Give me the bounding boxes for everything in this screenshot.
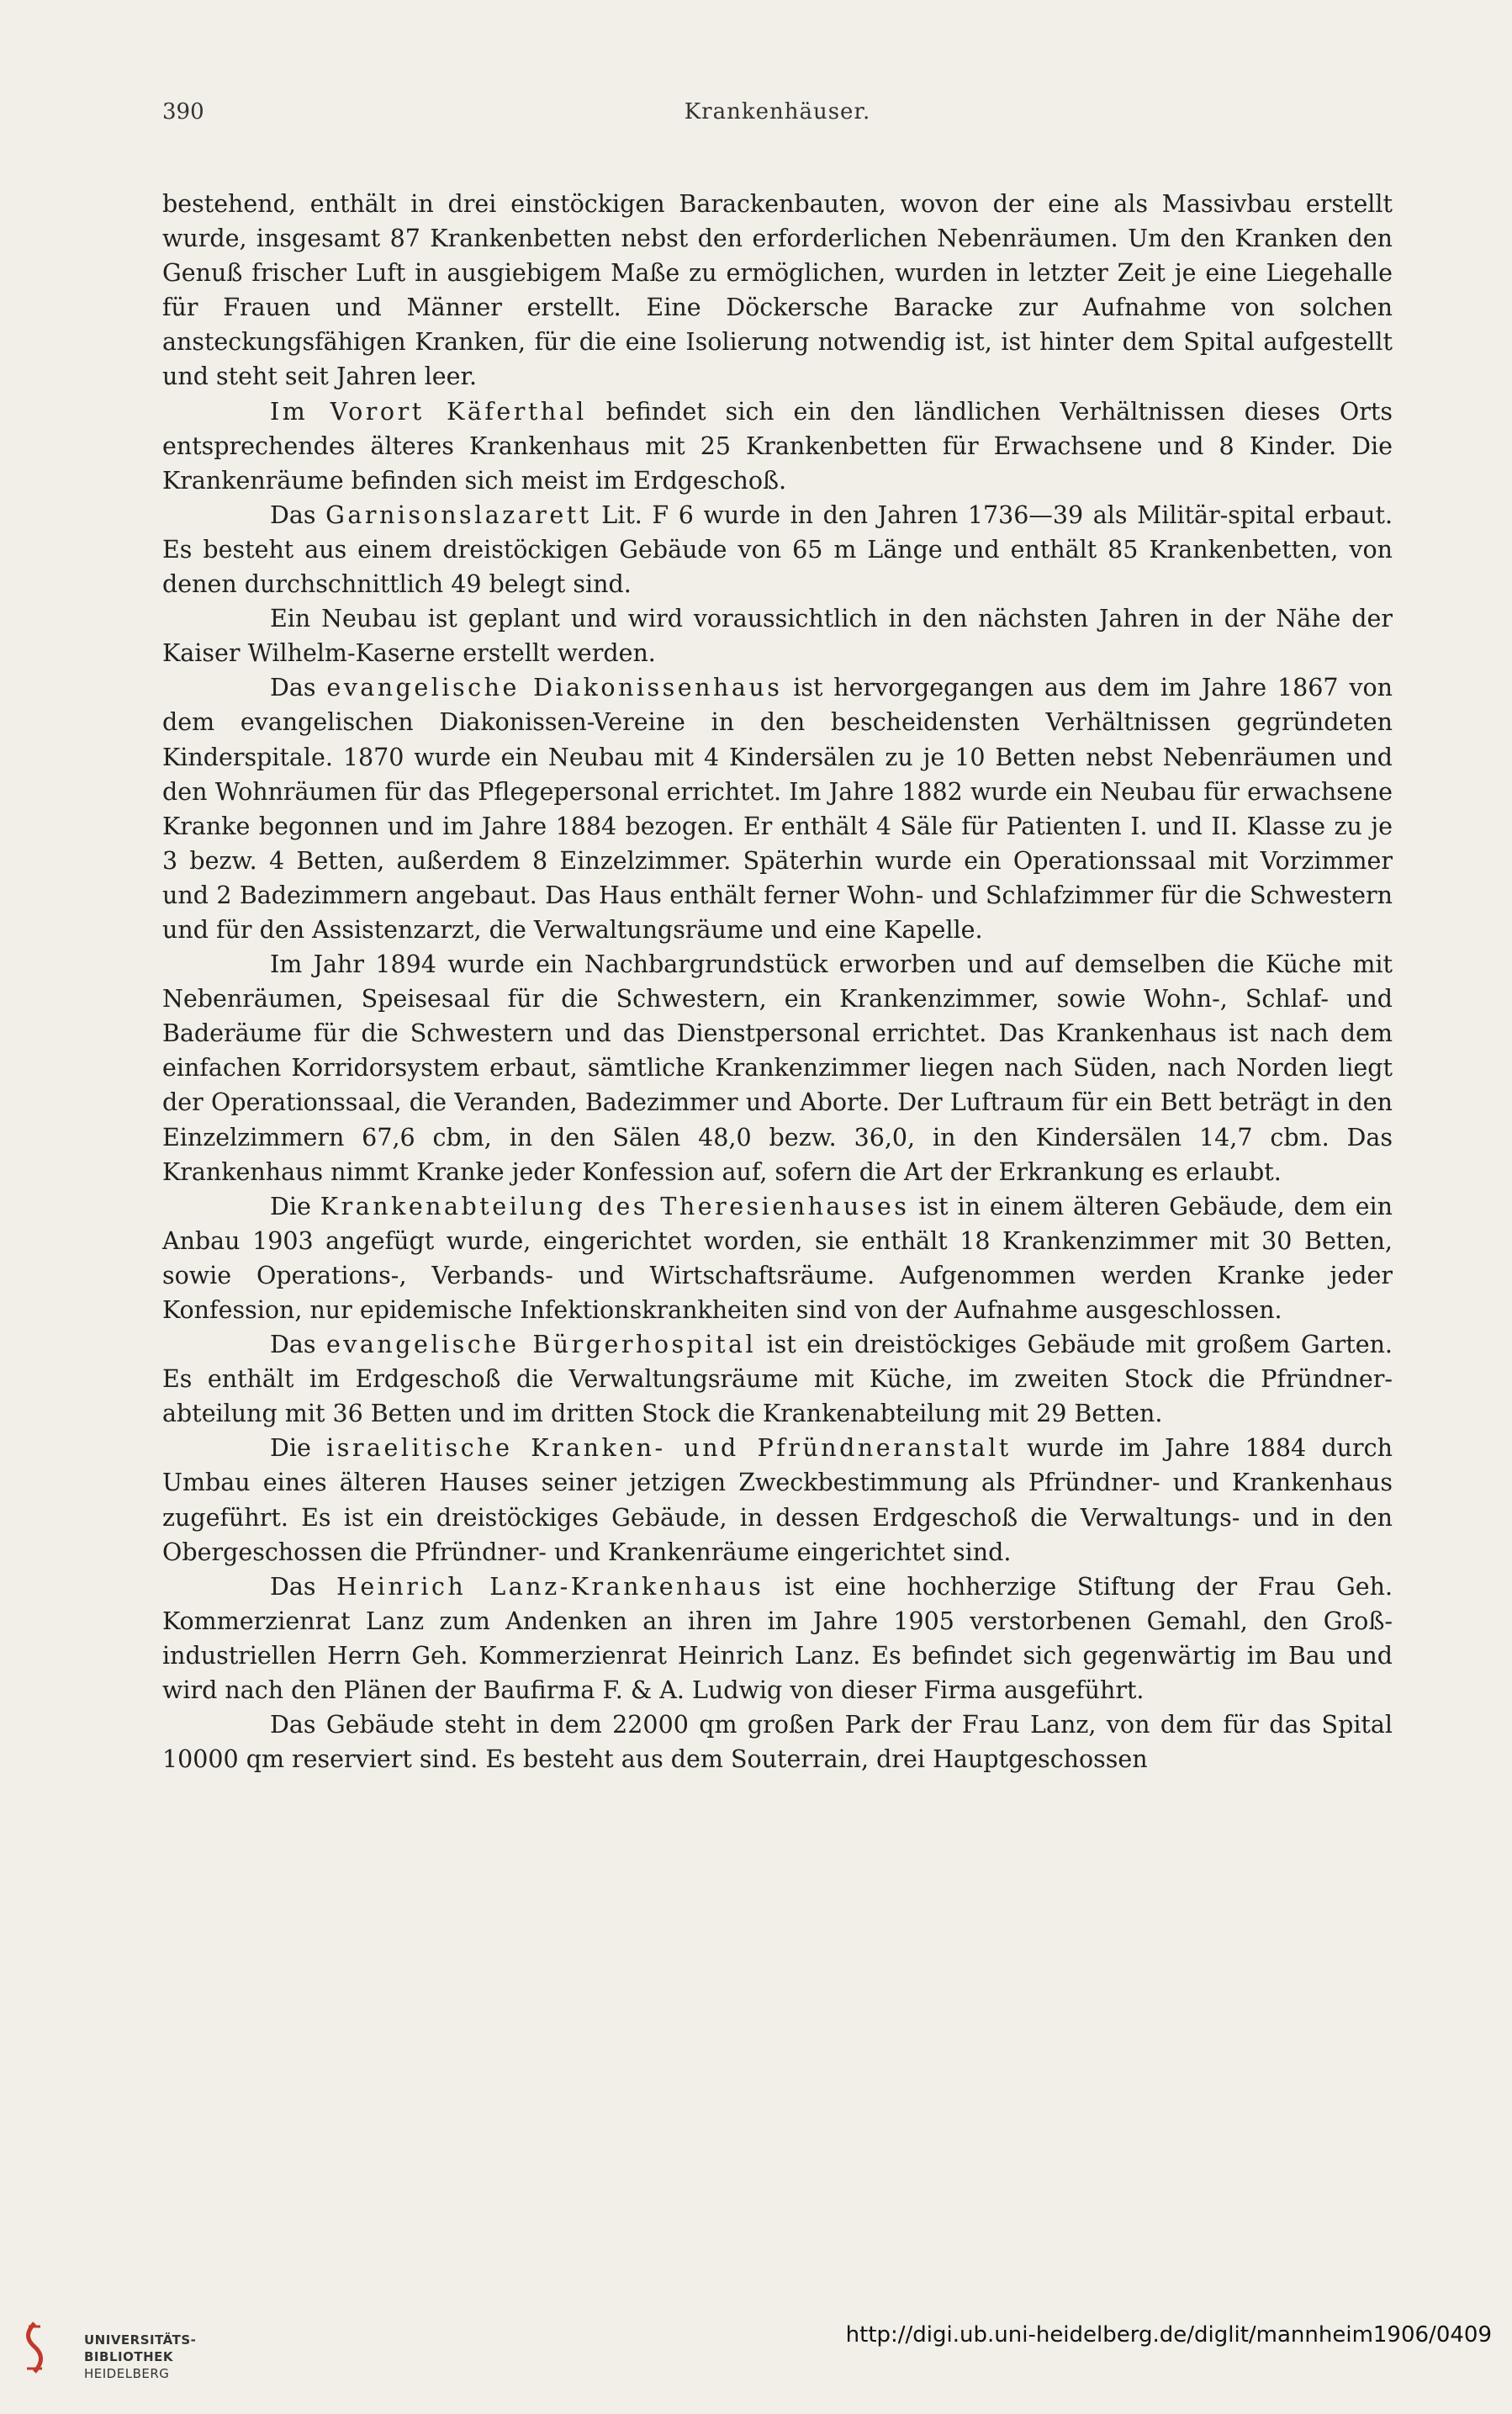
library-name-line: HEIDELBERG [84,2366,170,2381]
paragraph [162,187,1393,394]
library-logo-icon [19,2321,50,2374]
paragraph-text: Ein Neubau ist geplant und wird voraussichtlich in den nächsten Jahren in der Nähe der Kaiser Wilhelm-Kaserne erstellt werden. [162,605,1393,668]
paragraph [162,601,1393,670]
spaced-lead: Heinrich Lanz-Krankenhaus [336,1572,764,1601]
body-text [162,187,1393,1776]
paragraph [162,1189,1393,1327]
footer [0,2281,1512,2414]
paragraph-text: Das Gebäude steht in dem 22000 qm großen Park der Frau Lanz, von dem für das Spital 10000 qm reserviert sind. Es besteht aus dem Souterrain, drei Hauptgeschossen [162,1711,1393,1774]
spaced-lead: evangelische Diakonissenhaus [326,674,783,702]
paragraph-pre: Die [270,1434,311,1463]
paragraph-text: ist ein dreistöckiges Gebäude mit großem Garten. Es enthält im Erdgeschoß die Verwaltungsräume mit Küche, im zweiten Stock die Pfründner-abteilung mit 36 Betten und im dritten Stock die Krankenabteilung mit 29 Betten. [162,1331,1393,1428]
paragraph-text: befindet sich ein den ländlichen Verhältnissen dieses Orts entsprechendes älteres Krankenhaus mit 25 Krankenbetten für Erwachsene und 8 Kinder. Die Krankenräume befinden sich meist im Erdgeschoß. [162,397,1393,495]
paragraph-pre: Die [270,1192,311,1220]
library-name [84,2332,196,2382]
paragraph-pre: Das [270,1572,316,1601]
paragraph-text: ist eine hochherzige Stiftung der Frau Geh. Kommerzienrat Lanz zum Andenken an ihren im Jahre 1905 verstorbenen Gemahl, den Groß-industriellen Herrn Geh. Kommerzienrat Heinrich Lanz. Es befindet sich gegenwärtig im Bau und wird nach den Plänen der Baufirma F. & A. Ludwig von dieser Firma ausgeführt. [162,1572,1393,1705]
spaced-lead: evangelische Bürgerhospital [325,1331,757,1359]
paragraph [162,1707,1393,1776]
paragraph [162,947,1393,1189]
spaced-lead: Krankenabteilung des Theresienhauses [320,1192,910,1220]
page-number: 390 [162,99,204,124]
paragraph-pre: Das [270,1331,316,1359]
paragraph [162,1431,1393,1569]
paragraph-text: ist in einem älteren Gebäude, dem ein Anbau 1903 angefügt wurde, eingerichtet worden, sie enthält 18 Krankenzimmer mit 30 Betten, sowie Operations-, Verbands- und Wirtschaftsräume. Aufgenommen werden Kranke jeder Konfession, nur epidemische Infektionskrankheiten sind von der Aufnahme ausgeschlossen. [162,1192,1393,1324]
paragraph-text: wurde im Jahre 1884 durch Umbau eines älteren Hauses seiner jetzigen Zweckbestimmung als Pfründner- und Krankenhaus zugeführt. Es ist ein dreistöckiges Gebäude, in dessen Erdgeschoß die Verwaltungs- und in den Obergeschossen die Pfründner- und Krankenräume eingerichtet sind. [162,1434,1393,1566]
running-title: Krankenhäuser. [684,99,871,124]
paragraph-text: bestehend, enthält in drei einstöckigen Barackenbauten, wovon der eine als Massivbau erstellt wurde, insgesamt 87 Krankenbetten nebst den erforderlichen Nebenräumen. Um den Kranken den Genuß frischer Luft in ausgiebigem Maße zu ermöglichen, wurden in letzter Zeit je eine Liegehalle für Frauen und Männer erstellt. Eine Döckersche Baracke zur Aufnahme von solchen ansteckungsfähigen Kranken, für die eine Isolierung notwendig ist, ist hinter dem Spital aufgestellt und steht seit Jahren leer. [162,190,1393,391]
source-url-link[interactable]: http://digi.ub.uni-heidelberg.de/diglit/mannheim1906/0409 [845,2322,1492,2348]
paragraph [162,498,1393,601]
paragraph [162,394,1393,498]
spaced-lead: Garnisonslazarett [325,500,592,529]
paragraph-pre: Das [270,500,316,529]
paragraph-text: Im Jahr 1894 wurde ein Nachbargrundstück erworben und auf demselben die Küche mit Nebenräumen, Speisesaal für die Schwestern, ein Krankenzimmer, sowie Wohn-, Schlaf- und Baderäume für die Schwestern und das Dienstpersonal errichtet. Das Krankenhaus ist nach dem einfachen Korridorsystem erbaut, sämtliche Krankenzimmer liegen nach Süden, nach Norden liegt der Operationssaal, die Veranden, Badezimmer und Aborte. Der Luftraum für ein Bett beträgt in den Einzelzimmern 67,6 cbm, in den Sälen 48,0 bezw. 36,0, in den Kindersälen 14,7 cbm. Das Krankenhaus nimmt Kranke jeder Konfession auf, sofern die Art der Erkrankung es erlaubt. [162,950,1393,1186]
spaced-lead: Im Vorort Käferthal [270,397,587,426]
paragraph [162,670,1393,947]
library-name-line: UNIVERSITÄTS- [84,2332,197,2348]
paragraph-text: ist hervorgegangen aus dem im Jahre 1867 von dem evangelischen Diakonissen-Vereine in den bescheidensten Verhältnissen gegründeten Kinderspitale. 1870 wurde ein Neubau mit 4 Kindersälen zu je 10 Betten nebst Nebenräumen und den Wohnräumen für das Pflegepersonal errichtet. Im Jahre 1882 wurde ein Neubau für erwachsene Kranke begonnen und im Jahre 1884 bezogen. Er enthält 4 Säle für Patienten I. und II. Klasse zu je 3 bezw. 4 Betten, außerdem 8 Einzelzimmer. Späterhin wurde ein Operationssaal mit Vorzimmer und 2 Badezimmern angebaut. Das Haus enthält ferner Wohn- und Schlafzimmer für die Schwestern und für den Assistenzarzt, die Verwaltungsräume und eine Kapelle. [162,674,1393,944]
paragraph [162,1327,1393,1431]
paragraph-pre: Das [270,674,316,702]
paragraph [162,1570,1393,1707]
page-header [162,99,1393,133]
spaced-lead: israelitische Kranken- und Pfründneranstalt [326,1434,1012,1463]
library-name-line: BIBLIOTHEK [84,2349,173,2364]
paragraph-text: Lit. F 6 wurde in den Jahren 1736—39 als Militär-spital erbaut. Es besteht aus einem dreistöckigen Gebäude von 65 m Länge und enthält 85 Krankenbetten, von denen durchschnittlich 49 belegt sind. [162,500,1393,599]
